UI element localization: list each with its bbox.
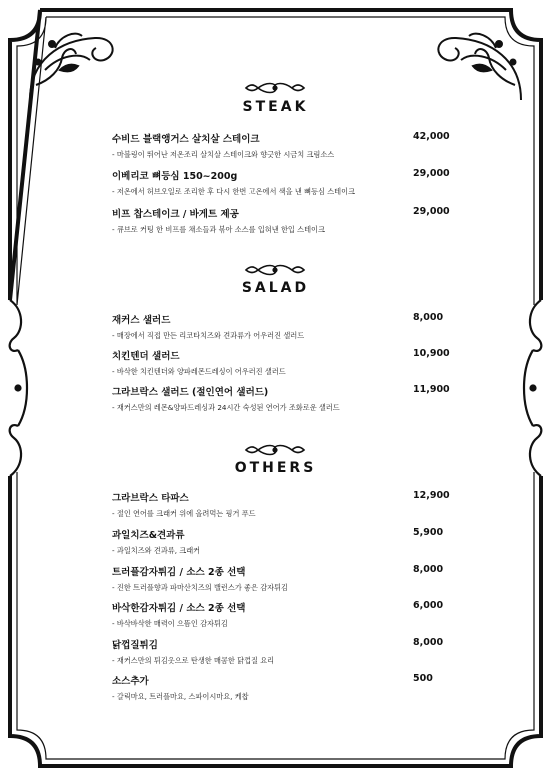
item-description: - 과일치즈와 견과류, 크래커	[112, 546, 201, 555]
item-price: 29,000	[413, 206, 450, 217]
menu-item	[112, 206, 452, 235]
item-price: 29,000	[413, 168, 450, 179]
item-price: 8,000	[413, 312, 444, 323]
item-price: 5,900	[413, 527, 444, 538]
side-scroll-icon	[524, 300, 541, 476]
ornament-divider-icon	[246, 84, 304, 93]
item-name: 치킨텐더 샐러드	[112, 351, 180, 362]
item-name: 트러플감자튀김 / 소스 2종 선택	[112, 567, 246, 578]
item-description: - 갈릭마요, 트러플마요, 스파이시마요, 케찹	[112, 692, 249, 701]
section-title-others: OTHERS	[234, 460, 317, 476]
item-name: 이베리코 뼈등심 150~200g	[112, 171, 238, 182]
item-name: 비프 찹스테이크 / 바게트 제공	[112, 209, 239, 220]
item-description: - 절인 연어를 크래커 위에 올려먹는 핑거 푸드	[112, 509, 256, 518]
item-description: - 마블링이 뛰어난 저온조리 살치살 스테이크와 향긋한 시금치 크림소스	[112, 150, 335, 159]
menu-item	[112, 384, 452, 413]
menu-item	[112, 564, 452, 593]
item-name: 닭껍질튀김	[112, 640, 158, 651]
item-description: - 진한 트러플향과 파마산치즈의 밸런스가 좋은 감자튀김	[112, 583, 288, 592]
flourish-corner-icon	[30, 34, 113, 100]
item-description: - 재커스만의 레몬&양파드레싱과 24시간 숙성된 연어가 조화로운 샐러드	[112, 403, 340, 412]
item-name: 소스추가	[112, 676, 149, 687]
menu-item	[112, 312, 452, 341]
menu-item	[112, 600, 452, 629]
menu-item	[112, 131, 452, 160]
item-name: 과일치즈&견과류	[112, 530, 185, 541]
section-title-steak: STEAK	[242, 99, 309, 115]
item-name: 바삭한감자튀김 / 소스 2종 선택	[112, 603, 246, 614]
ornament-divider-icon	[246, 266, 304, 275]
item-price: 6,000	[413, 600, 444, 611]
section-title-salad: SALAD	[241, 280, 310, 296]
item-price: 500	[413, 673, 433, 684]
item-description: - 재커스만의 튀김옷으로 탄생한 매콤한 닭껍질 요리	[112, 656, 275, 665]
item-price: 11,900	[413, 384, 450, 395]
item-description: - 바삭한 치킨텐더와 양파레몬드레싱이 어우러진 샐러드	[112, 367, 286, 376]
item-name: 그라브락스 타파스	[112, 493, 189, 504]
item-description: - 큐브로 커팅 한 비프를 채소들과 볶아 소스를 입혀낸 한입 스테이크	[112, 225, 325, 234]
item-price: 8,000	[413, 564, 444, 575]
menu-item	[112, 490, 452, 519]
ornament-divider-icon	[246, 446, 304, 455]
menu-item	[112, 637, 452, 666]
item-name: 재커스 샐러드	[112, 315, 171, 326]
item-price: 12,900	[413, 490, 450, 501]
menu-item	[112, 168, 452, 197]
item-description: - 바삭바삭한 매력이 으뜸인 감자튀김	[112, 619, 228, 628]
item-price: 10,900	[413, 348, 450, 359]
item-name: 수비드 블랙앵거스 살치살 스테이크	[112, 134, 260, 145]
menu-item	[112, 527, 452, 556]
side-scroll-icon	[10, 300, 27, 476]
item-name: 그라브락스 샐러드 (절인연어 샐러드)	[112, 387, 269, 398]
item-price: 8,000	[413, 637, 444, 648]
item-description: - 저온에서 허브오일로 조리한 후 다시 한번 고온에서 색을 낸 뼈등심 스테이크	[112, 187, 355, 196]
flourish-corner-icon	[438, 34, 521, 100]
item-description: - 매장에서 직접 만든 리코타치즈와 견과류가 어우러진 샐러드	[112, 331, 305, 340]
menu-item	[112, 673, 452, 702]
menu-item	[112, 348, 452, 377]
item-price: 42,000	[413, 131, 450, 142]
